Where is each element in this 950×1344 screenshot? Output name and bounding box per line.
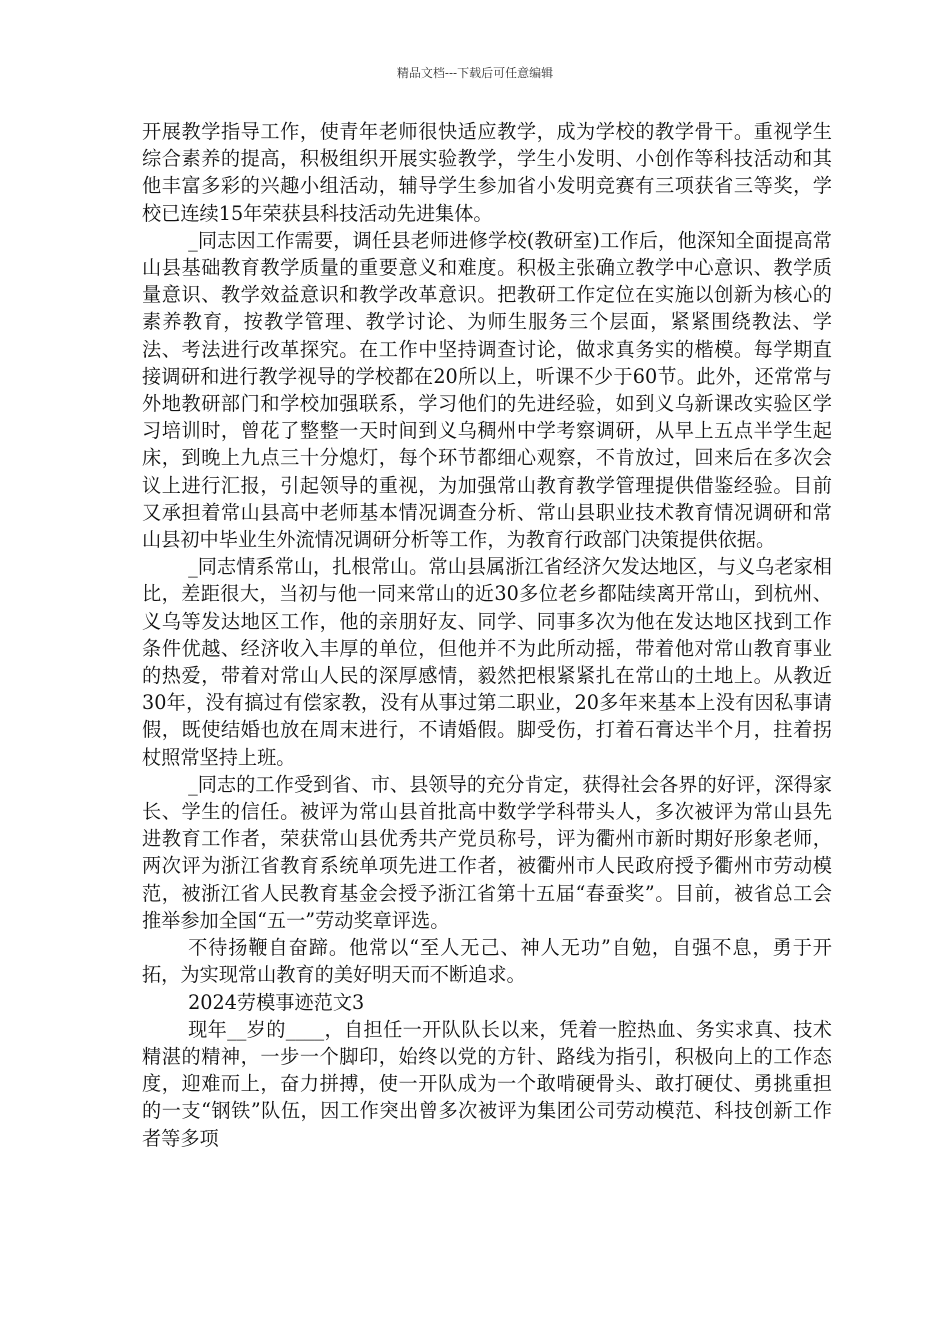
page-header: 精品文档---下载后可任意编辑	[396, 66, 554, 80]
section-heading: 2024劳模事迹范文3	[188, 990, 365, 1014]
paragraph: _同志因工作需要，调任县老师进修学校(教研室)工作后，他深知全面提高常山县基础教育教学质量的重要意义和难度。积极主张确立教学中心意识、教学质量意识、教学效益意识和教学改革意识。把教研工作定位在实施以创新为核心的素养教育，按教学管理、教学讨论、为师生服务三个层面，紧紧围绕教法、学法、考法进行改革探究。在工作中坚持调查讨论，做求真务实的楷模。每学期直接调研和进行教学视导的学校都在20所以上，听课不少于60节。此外，还常常与外地教研部门和学校加强联系，学习他们的先进经验，如到义乌新课改实验区学习培训时，曾花了整整一天时间到义乌稠州中学考察调研，从早上五点半学生起床，到晚上九点三十分熄灯，每个环节都细心观察，不肯放过，回来后在多次会议上进行汇报，引起领导的重视，为加强常山教育教学管理提供借鉴经验。目前又承担着常山县高中老师基本情况调查分析、常山县职业技术教育情况调研和常山县初中毕业生外流情况调研分析等工作，为教育行政部门决策提供依据。	[142, 228, 832, 552]
paragraph: 现年__岁的____，自担任一开队队长以来，凭着一腔热血、务实求真、技术精湛的精神，一步一个脚印，始终以党的方针、路线为指引，积极向上的工作态度，迎难而上，奋力拼搏，使一开队成为一个敢啃硬骨头、敢打硬仗、勇挑重担的一支“钢铁”队伍，因工作突出曾多次被评为集团公司劳动模范、科技创新工作者等多项	[142, 1017, 832, 1150]
document-body	[142, 118, 832, 1152]
paragraph: _同志情系常山，扎根常山。常山县属浙江省经济欠发达地区，与义乌老家相比，差距很大，当初与他一同来常山的近30多位老乡都陆续离开常山，到杭州、义乌等发达地区工作，他的亲朋好友、同学、同事多次为他在发达地区找到工作条件优越、经济收入丰厚的单位，但他并不为此所动摇，带着他对常山教育事业的热爱，带着对常山人民的深厚感情，毅然把根紧紧扎在常山的土地上。从教近30年，没有搞过有偿家教，没有从事过第二职业，20多年来基本上没有因私事请假，既使结婚也放在周末进行，不请婚假。脚受伤，打着石膏达半个月，拄着拐杖照常坚持上班。	[142, 555, 832, 769]
paragraph: _同志的工作受到省、市、县领导的充分肯定，获得社会各界的好评，深得家长、学生的信任。被评为常山县首批高中数学学科带头人，多次被评为常山县先进教育工作者，荣获常山县优秀共产党员称号，评为衢州市新时期好形象老师，两次评为浙江省教育系统单项先进工作者，被衢州市人民政府授予衢州市劳动模范，被浙江省人民教育基金会授予浙江省第十五届“春蚕奖”。目前，被省总工会推举参加全国“五一”劳动奖章评选。	[142, 772, 832, 932]
paragraph: 开展教学指导工作，使青年老师很快适应教学，成为学校的教学骨干。重视学生综合素养的提高，积极组织开展实验教学，学生小发明、小创作等科技活动和其他丰富多彩的兴趣小组活动，辅导学生参加省小发明竞赛有三项获省三等奖，学校已连续15年荣获县科技活动先进集体。	[142, 120, 832, 225]
paragraph: 不待扬鞭自奋蹄。他常以“至人无己、神人无功”自勉，自强不息，勇于开拓，为实现常山教育的美好明天而不断追求。	[142, 936, 832, 987]
